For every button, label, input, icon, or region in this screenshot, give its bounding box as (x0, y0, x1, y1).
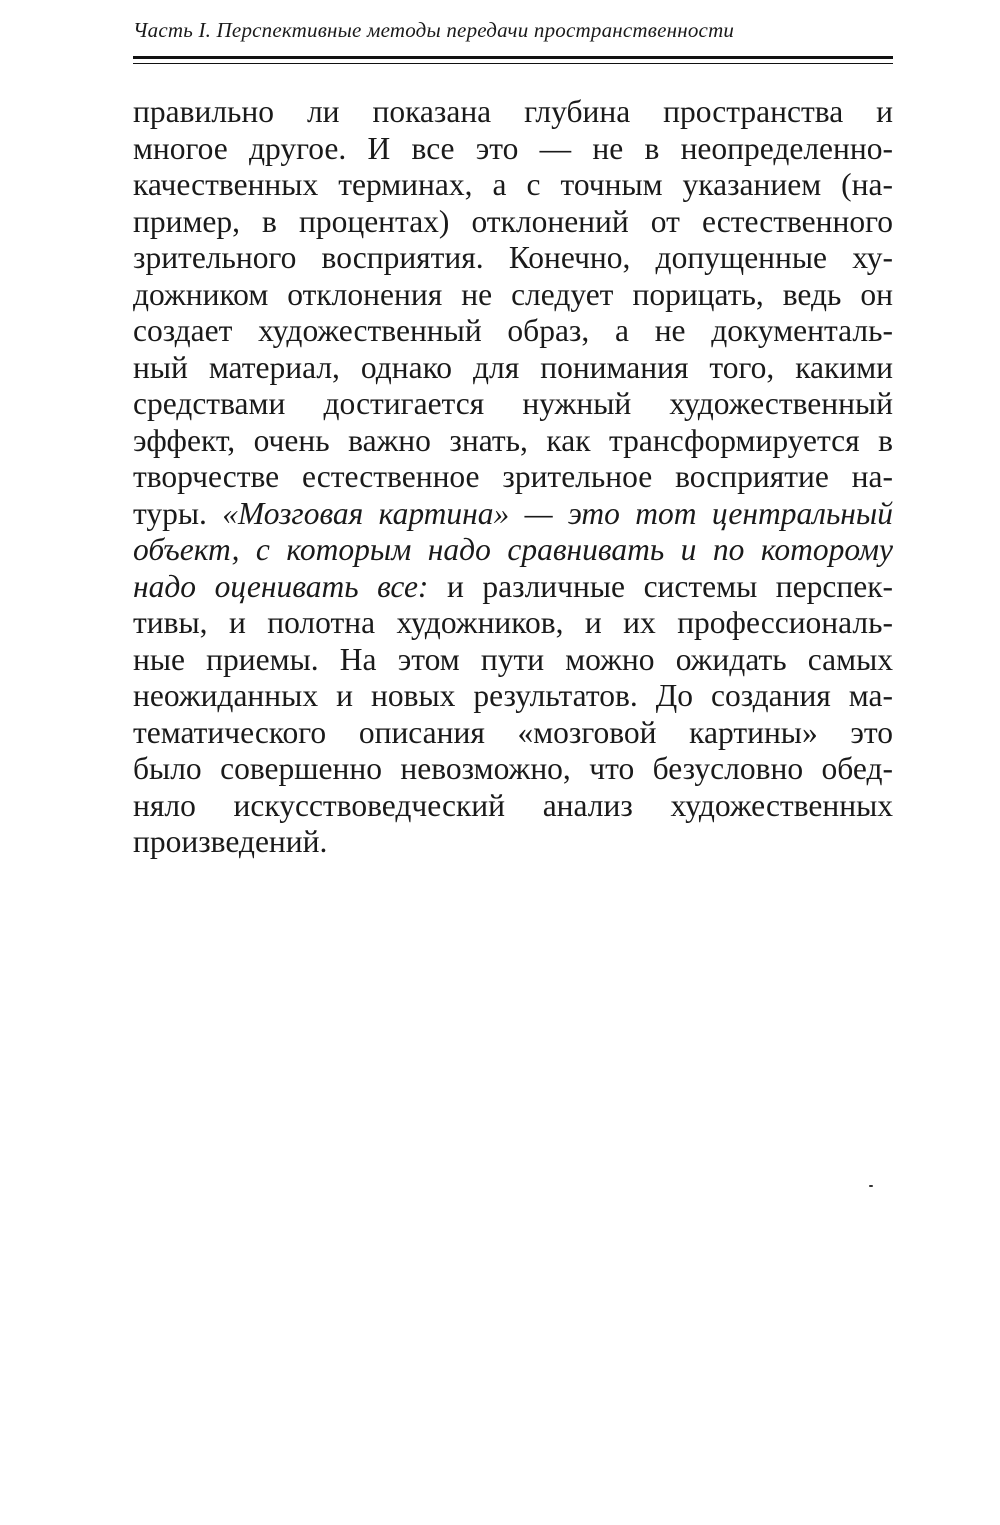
text-line (133, 605, 893, 642)
text-line (133, 715, 893, 752)
text-line (133, 423, 893, 460)
text-line (133, 751, 893, 788)
text-segment: пример, в процентах) отклонений от естественного (133, 203, 893, 239)
text-segment: зрительного восприятия. Конечно, допущенные ху- (133, 240, 893, 275)
text-line (133, 277, 893, 314)
text-segment: тивы, и полотна художников, и их профессиональ- (133, 605, 893, 640)
text-segment: многое другое. И все это — не в неопределенно- (133, 130, 893, 166)
text-line (133, 532, 893, 569)
text-segment: ные приемы. На этом пути можно ожидать самых (133, 641, 893, 677)
text-line (133, 94, 893, 131)
text-line (133, 788, 893, 825)
text-line (133, 350, 893, 387)
text-line (133, 313, 893, 350)
text-segment: тематического описания «мозговой картины» это (133, 714, 893, 750)
text-segment: няло искусствоведческий анализ художественных (133, 787, 893, 823)
text-line (133, 642, 893, 679)
header-rule-thin (133, 63, 893, 64)
text-segment: творчестве естественное зрительное восприятие на- (133, 459, 893, 494)
text-line (133, 824, 893, 861)
text-segment: и различные системы перспек- (428, 568, 893, 604)
text-line (133, 204, 893, 241)
body-paragraph (133, 94, 893, 861)
text-segment: ный материал, однако для понимания того, какими (133, 349, 893, 385)
italic-text-segment: «Мозговая картина» — это тот центральный (222, 495, 894, 531)
text-line (133, 240, 893, 277)
text-segment: качественных терминах, а с точным указанием (на- (133, 167, 893, 202)
running-head-title: Часть I. Перспективные методы передачи пространственности (133, 18, 735, 42)
text-segment: создает художественный образ, а не документаль- (133, 313, 893, 348)
text-segment: эффект, очень важно знать, как трансформируется в (133, 422, 893, 458)
scan-speck (869, 1185, 873, 1187)
text-segment: туры. (133, 495, 223, 531)
header-rule-thick (133, 56, 893, 59)
text-segment: средствами достигается нужный художественный (133, 386, 893, 421)
text-line (133, 386, 893, 423)
text-segment: неожиданных и новых результатов. До создания ма- (133, 678, 893, 713)
text-segment: правильно ли показана глубина пространства и (133, 94, 893, 129)
text-segment: дожником отклонения не следует порицать, ведь он (133, 276, 893, 312)
text-line (133, 131, 893, 168)
text-segment: произведений. (133, 824, 328, 859)
text-line (133, 459, 893, 496)
italic-text-segment: надо оценивать все: (133, 568, 429, 604)
text-line (133, 678, 893, 715)
text-line (133, 569, 893, 606)
text-line (133, 496, 893, 533)
italic-text-segment: объект, с которым надо сравнивать и по которому (133, 532, 893, 567)
text-line (133, 167, 893, 204)
text-segment: было совершенно невозможно, что безусловно обед- (133, 751, 893, 786)
